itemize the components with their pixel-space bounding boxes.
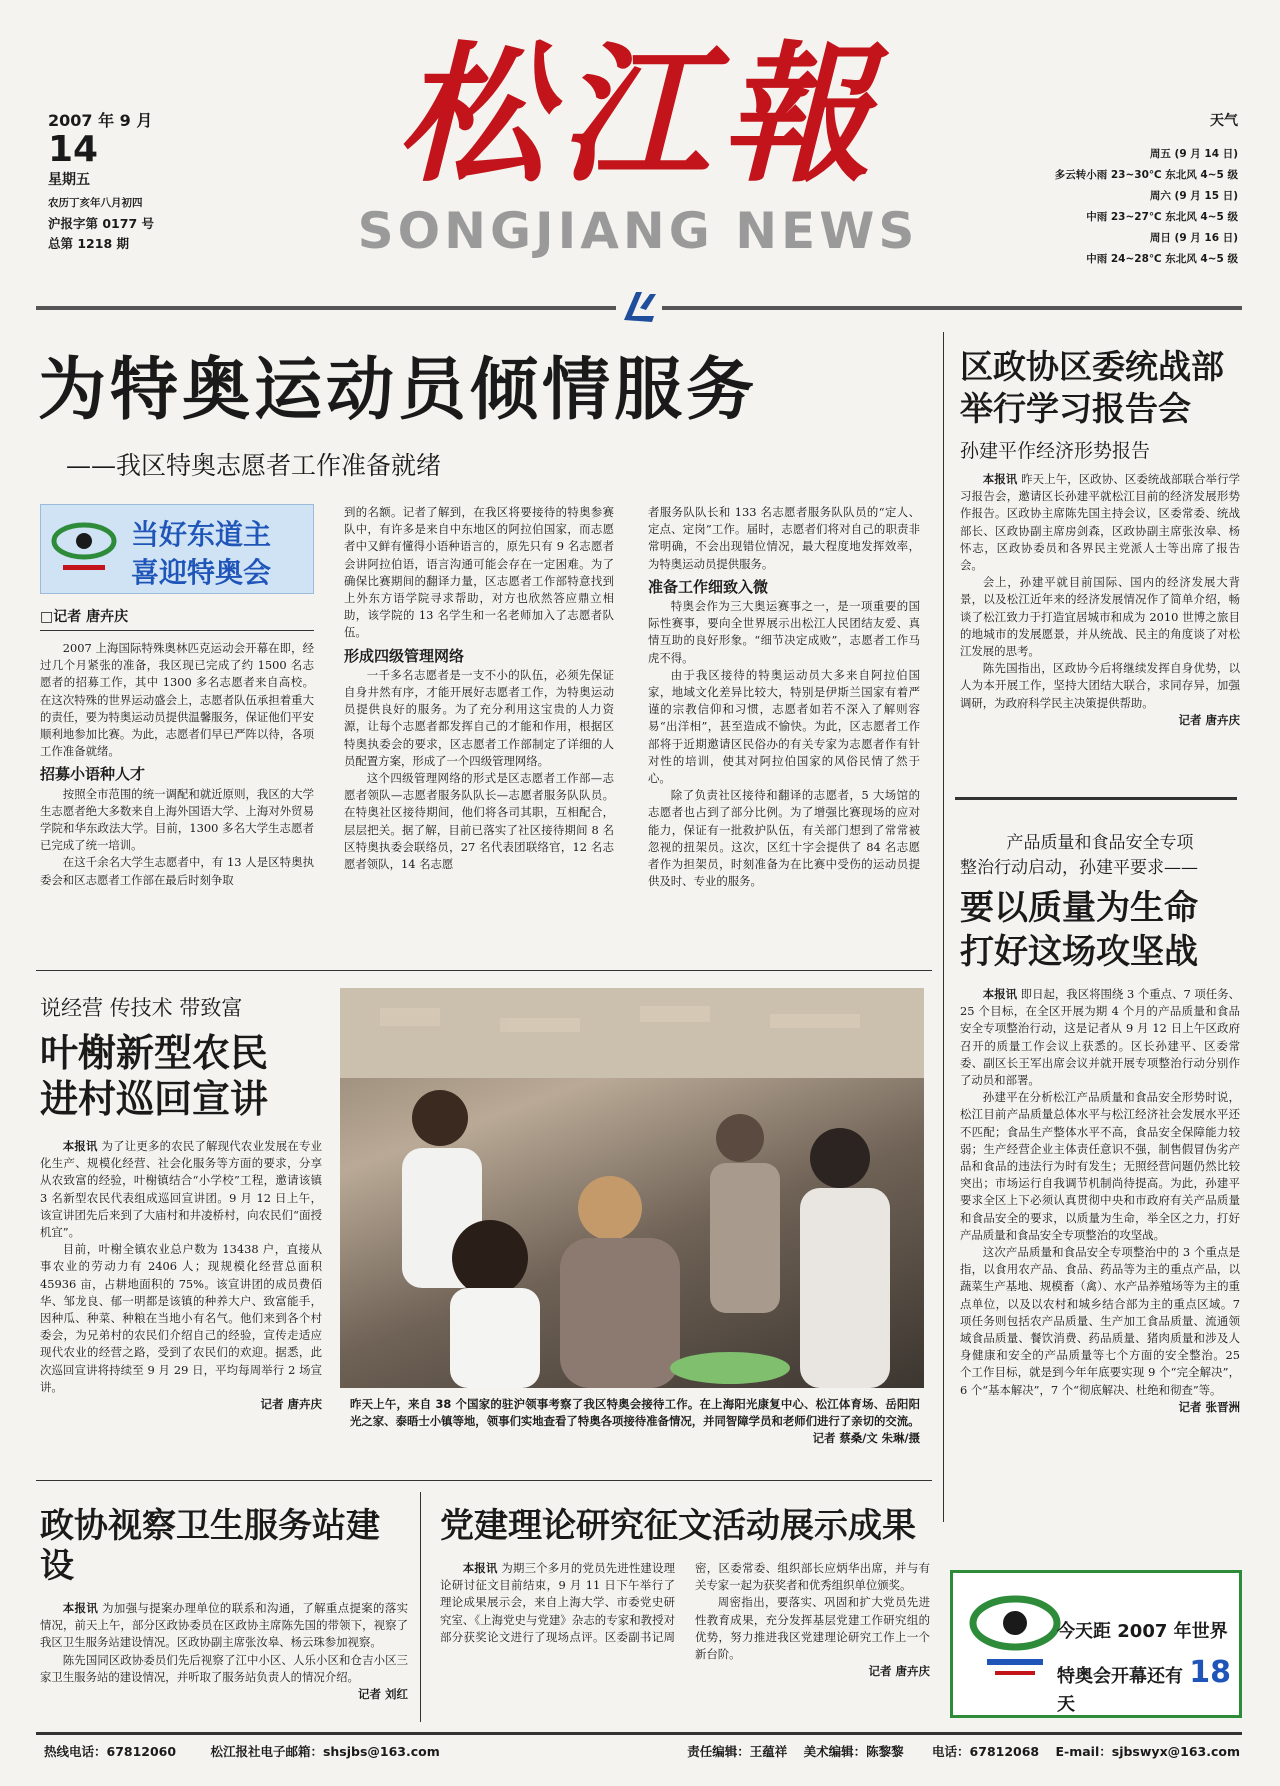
registration-number: 沪报字第 0177 号: [48, 216, 154, 231]
subhead: 招募小语种人才: [40, 765, 146, 784]
weather-day: 周五 (9 月 14 日) 多云转小雨 23~30℃ 东北风 4~5 级 周六 (9 月 15 日) 中雨 23~27℃ 东北风 4~5 级 周日 (9 月 16 日) 中雨 24~28℃ 东北风 4~5 级: [1054, 148, 1238, 265]
footer-hotline: 热线电话：67812060: [44, 1744, 177, 1759]
special-olympics-logo-icon: [967, 1591, 1063, 1695]
bottom-left-article: 政协视察卫生服务站建设 本报讯 为加强与提案办理单位的联系和沟通，了解重点提案的落实情况，前天上午，部分区政协委员在区政协主席陈先国的带领下，视察了我区卫生服务站建设情况。区政协副主席张汝皋、杨云珠参加视察。 陈先国同区政协委员们先后视察了江中小区、人乐小区和仓吉小区三家卫生服务站的建设情况，并听取了服务站负责人的情况介绍。 记者 刘红: [40, 1506, 408, 1702]
footer-email: 松江报社电子邮箱：shsjbs@163.com: [210, 1744, 440, 1759]
photo-credit: 记者 蔡桑/文 朱琳/摄: [812, 1431, 920, 1446]
headline: 政协视察卫生服务站建设: [40, 1506, 380, 1586]
byline: 记者 张晋洲: [1178, 1399, 1240, 1414]
kicker: 整治行动启动，孙建平要求——: [960, 858, 1198, 878]
headline: 打好这场攻坚战: [960, 932, 1198, 972]
lead-column-1: 2007 上海国际特殊奥林匹克运动会开幕在即，经过几个月紧张的准备，我区现已完成了约 1500 名志愿者的招募工作，其中 1300 多名志愿者来自高校。在这次特殊的世界运动盛会上，志愿者队伍承担着重大的责任，要为特奥运动员提供温馨服务，保证他们平安顺利地参加比赛。为此，志愿者们早已严阵以待，各项工作准备就绪。 招募小语种人才 按照全市范围的统一调配和就近原则，我区的大学生志愿者绝大多数来自上海外国语大学、上海对外贸易学院和华东政法大学。目前，1300 多名大学生志愿者已完成了统一培训。 在这千余名大学生志愿者中，有 13 人是区特奥执委会和区志愿者工作部在最后时刻争取: [40, 641, 314, 887]
right-top-article: 区政协区委统战部 举行学习报告会 孙建平作经济形势报告 本报讯 昨天上午，区政协、区委统战部联合举行学习报告会，邀请区长孙建平就松江目前的经济发展形势作报告。区政协主席陈先国主持会议，区委常委、统战部长、区政协副主席房剑森，区政协副主席张汝皋、杨怀志，区政协委员和各界民主党派人士等出席了报告会。 会上，孙建平就目前国际、国内的经济发展大背景，以及松江近年来的经济发展情况作了简单介绍，畅谈了松江致力于打造宜居城市和成为 2010 世博之旅目的地城市的发展愿景，并从统战、民主的角度谈了对松江发展的思考。 陈先国指出，区政协今后将继续发挥自身优势，以人为本开展工作，坚持大团结大联合，求同存异，加强调研，为政府科学民主决策提供帮助。 记者 唐卉庆: [960, 347, 1240, 727]
countdown-days: 18: [1189, 1655, 1232, 1690]
byline: 记者 唐卉庆: [868, 1664, 930, 1679]
masthead-logo: [380, 27, 900, 203]
slogan-line-1: 当好东道主: [131, 518, 272, 551]
countdown-box: [950, 1570, 1242, 1718]
byline: 记者 刘红: [357, 1687, 408, 1702]
subhead: 形成四级管理网络: [344, 646, 465, 665]
slogan-line-2: 喜迎特奥会: [131, 556, 272, 589]
slogan-banner: [40, 504, 314, 594]
headline: 区政协区委统战部: [960, 347, 1224, 386]
emblem-icon: [616, 286, 662, 328]
subheadline: 孙建平作经济形势报告: [960, 440, 1151, 462]
countdown-text-line-1: 今天距 2007 年世界: [1057, 1621, 1228, 1642]
left-mid-article: 说经营 传技术 带致富 叶榭新型农民 进村巡回宣讲 本报讯 为了让更多的农民了解现代农业发展在专业化生产、规模化经营、社会化服务等方面的要求，分享从农致富的经验，叶榭镇结合“小学校”工程，邀请该镇 3 名新型农民代表组成巡回宣讲团。9 月 12 日上午，该宣讲团先后来到了大庙村和井凌桥村，向农民们“面授机宜”。 目前，叶榭全镇农业总户数为 13438 户，直接从事农业的劳动力有 2406 人；现规模化经营总面积 45936 亩，占耕地面积的 75%。该宣讲团的成员费佰华、邹龙良、郁一明都是该镇的种养大户、致富能手，因种瓜、种菜、种粮在当地小有名气。他们来到各个村委会，为兄弟村的农民们介绍自己的经验，宣传走适应现代农业的经营之路，受到了农民们的欢迎。据悉，此次巡回宣讲将持续至 9 月 29 日，平均每周举行 2 场宣讲。 记者 唐卉庆: [40, 992, 322, 1412]
subhead: 准备工作细致入微: [648, 577, 769, 596]
headline: 举行学习报告会: [960, 389, 1191, 428]
bottom-mid-article: 党建理论研究征文活动展示成果 本报讯 为期三个多月的党员先进性建设理论研讨征文目前结束，9 月 11 日下午举行了理论成果展示会，来自上海大学、市委党史研究室、《上海党史与党建》杂志的专家和教授对部分获奖论文进行了现场点评。区委副书记周密，区委常委、组织部长应炳华出席，并与有关专家一起为获奖者和优秀组织单位颁奖。 周密指出，要落实、巩固和扩大党员先进性教育成果，充分发挥基层党建工作研究组的优势，努力推进我区党建理论研究工作上一个新台阶。 记者 唐卉庆: [440, 1506, 930, 1679]
news-photo: [340, 988, 924, 1388]
kicker: 说经营 传技术 带致富: [40, 996, 243, 1020]
byline: 记者 唐卉庆: [260, 1397, 322, 1412]
headline: 叶榭新型农民: [40, 1030, 269, 1075]
issue-date: 2007 年 9 月: [48, 111, 153, 130]
footer: [44, 1742, 1240, 1760]
photo-caption: 昨天上午，来自 38 个国家的驻沪领事考察了我区特奥会接待工作。在上海阳光康复中心、松江体育场、岳阳阳光之家、泰晤士小镇等地，领事们实地查看了特奥各项接待准备情况，并同智障学员和老师们进行了亲切的交流。 记者 蔡桑/文 朱琳/摄: [350, 1396, 920, 1448]
special-olympics-logo-icon: [49, 519, 119, 581]
issue-number: 总第 1218 期: [48, 236, 129, 251]
footer-rule: [36, 1732, 1242, 1735]
lead-headline: 为特奥运动员倾情服务: [38, 350, 759, 430]
kicker: 产品质量和食品安全专项: [1006, 833, 1194, 853]
headline: 进村巡回宣讲: [40, 1076, 269, 1121]
lead-byline: □记者 唐卉庆: [40, 609, 129, 625]
date-block: [48, 108, 154, 252]
headline: 要以质量为生命: [960, 888, 1198, 928]
weather-block: [1000, 110, 1238, 270]
lead-column-3: 者服务队队长和 133 名志愿者服务队队员的“定人、定点、定岗”工作。届时，志愿者们将对自己的职责非常明确，不会出现错位情况，最大程度地发挥效率，为特奥运动员提供服务。 准备工作细致入微 特奥会作为三大奥运赛事之一，是一项重要的国际性赛事，要向全世界展示出松江人民团结友爱、真情互助的良好形象。“细节决定成败”，志愿者工作马虎不得。 由于我区接待的特奥运动员大多来自阿拉伯国家，地域文化差异比较大，特别是伊斯兰国家有着严谨的宗教信仰和习惯，志愿者如若不深入了解则容易“出洋相”，甚至造成不愉快。为此，区志愿者工作部将于近期邀请区民俗办的有关专家为志愿者作有针对性的培训，使其对阿拉伯国家的风俗民情了然于心。 除了负责社区接待和翻译的志愿者，5 大场馆的志愿者也占到了部分比例。为了增强比赛现场的应对能力，保证有一批救护队伍，有关部门想到了常常被忽视的扭架员。这次，区红十字会提供了 84 名志愿者作为担架员，时刻准备为在比赛中受伤的运动员提供及时、专业的服务。: [648, 505, 920, 889]
headline: 党建理论研究征文活动展示成果: [440, 1506, 916, 1546]
footer-editor: 责任编辑：王蕴祥: [687, 1744, 788, 1759]
footer-art-editor: 美术编辑：陈黎黎: [803, 1744, 904, 1759]
lead-subheadline: ——我区特奥志愿者工作准备就绪: [66, 451, 442, 480]
weather-label: 天气: [1210, 113, 1238, 129]
byline-rule: [40, 630, 314, 631]
newspaper-title-en: SONGJIANG NEWS: [357, 202, 919, 260]
newspaper-title-cn: 松江報: [396, 27, 883, 203]
byline: 记者 唐卉庆: [1178, 712, 1240, 727]
issue-day: 14: [48, 129, 99, 170]
section-rule: [36, 970, 932, 971]
footer-email-2: E-mail：sjbswyx@163.com: [1055, 1744, 1240, 1759]
lunar-date: 农历丁亥年八月初四: [48, 197, 143, 209]
section-rule: [36, 1480, 932, 1481]
lead-column-2: 到的名额。记者了解到，在我区将要接待的特奥参赛队中，有许多是来自中东地区的阿拉伯国家，而志愿者中又鲜有懂得小语种语言的，原先只有 9 名志愿者会讲阿拉伯语，语言沟通可能会存在一定困难。为了确保比赛期间的翻译力量，区志愿者工作部特意找到上外东方语学院寻求帮助，对方也欣然答应鼎立相助，该学院的 13 名学生和一名老师加入了志愿者队伍。 形成四级管理网络 一千多名志愿者是一支不小的队伍，必须先保证自身井然有序，才能开展好志愿者工作，为特奥运动员提供良好的服务。为了充分利用这宝贵的人力资源，让每个志愿者都发挥自己的才能和作用，根据区特奥执委会的要求，区志愿者工作部制定了详细的人员配置方案，形成了一个四级管理网络。 这个四级管理网络的形式是区志愿者工作部—志愿者领队—志愿者服务队队长—志愿者服务队队员。在特奥社区接待期间，他们将各司其职，互相配合，层层把关。据了解，目前已落实了社区接待期间 8 名区特奥执委会联络员，27 名代表团联络官，12 名志愿者领队，14 名志愿: [344, 505, 614, 872]
countdown-text-line-2: 特奥会开幕还有 18 天: [1057, 1655, 1232, 1715]
column-rule: [420, 1492, 421, 1722]
footer-phone: 电话：67812068: [932, 1744, 1040, 1759]
section-rule: [955, 797, 1237, 800]
issue-weekday: 星期五: [48, 172, 90, 188]
column-rule: [943, 332, 944, 1522]
right-mid-article: 产品质量和食品安全专项 整治行动启动，孙建平要求—— 要以质量为生命 打好这场攻坚战 本报讯 即日起，我区将围绕 3 个重点、7 项任务、25 个目标，在全区开展为期 4 个月的产品质量和食品安全专项整治行动，这是记者从 9 月 12 日上午区政府召开的质量工作会议上获悉的。区长孙建平、区委常委、副区长王军出席会议并就开展专项整治行动分别作了动员和部署。 孙建平在分析松江产品质量和食品安全形势时说，松江目前产品质量总体水平与松江经济社会发展水平还不匹配；食品生产整体水平不高，食品安全保障能力较弱；生产经营企业主体责任意识不强，制售假冒伪劣产品和食品的违法行为时有发生；无照经营问题仍然比较突出；市场运行自我调节机制尚待提高。为此，孙建平要求全区上下必须认真贯彻中央和市政府有关产品质量和食品安全的要求，以质量为生命，举全区之力，打好产品质量和食品安全专项整治的攻坚战。 这次产品质量和食品安全专项整治中的 3 个重点是指，以食用农产品、食品、药品等为主的重点产品，以蔬菜生产基地、规模畜（禽）、水产品养殖场等为主的重点单位，以及以农村和城乡结合部为主的重点区域。7 项任务则包括农产品质量、生产加工食品质量、流通领域食品质量、餐饮消费、药品质量、猪肉质量和涉及人身健康和安全的产品质量等七个方面的安全整治。25 个工作目标，就是到今年年底要实现 9 个“完全解决”，6 个“基本解决”，7 个“彻底解决、杜绝和彻查”等。 记者 张晋洲: [960, 828, 1240, 1415]
